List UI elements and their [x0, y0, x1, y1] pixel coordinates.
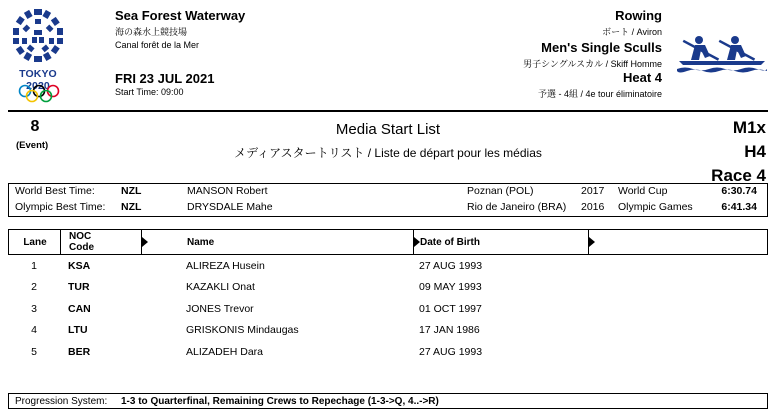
header-cell-lane — [9, 230, 61, 254]
record-time: 6:41.34 — [721, 201, 757, 213]
rowing-pictogram-icon — [677, 34, 767, 74]
record-year: 2016 — [581, 201, 605, 213]
cell-name: KAZAKLI Onat — [186, 281, 255, 293]
sport-block — [602, 8, 662, 38]
cell-dob: 01 OCT 1997 — [419, 303, 482, 315]
cell-noc: TUR — [68, 281, 90, 293]
event-codes — [711, 116, 766, 188]
document-title: Media Start List — [335, 121, 441, 138]
document-subtitle: メディアスタートリスト / Liste de départ pour les médias — [234, 146, 542, 160]
heat-name-jp-fr: 予選 - 4組 / 4e tour éliminatoire — [537, 89, 662, 99]
tokyo-2020-logo — [8, 6, 68, 106]
venue-block — [115, 8, 245, 50]
records-box — [8, 183, 768, 217]
header-cell-noc — [61, 230, 142, 254]
cell-name: ALIREZA Husein — [186, 260, 265, 272]
cell-noc: CAN — [68, 303, 91, 315]
header-dob-marker — [414, 237, 420, 247]
header-noc: NOC — [69, 231, 92, 242]
cell-lane: 1 — [31, 260, 37, 272]
record-label: World Best Time: — [15, 185, 95, 197]
record-place: Poznan (POL) — [467, 185, 534, 197]
start-list-header — [8, 229, 768, 255]
heat-name: Heat 4 — [622, 70, 662, 85]
cell-lane: 3 — [31, 303, 37, 315]
header-dob: Date of Birth — [420, 237, 480, 248]
record-noc: NZL — [121, 201, 142, 213]
cell-name: GRISKONIS Mindaugas — [186, 324, 299, 336]
table-row — [8, 259, 768, 275]
header-end-marker — [589, 237, 595, 247]
header-name-marker — [142, 237, 148, 247]
record-competition: Olympic Games — [618, 201, 693, 213]
cell-name: JONES Trevor — [186, 303, 254, 315]
header-divider — [8, 110, 768, 112]
sport-name: Rowing — [615, 8, 662, 23]
heat-block — [538, 70, 662, 100]
header-cell-name — [142, 230, 414, 254]
cell-dob: 27 AUG 1993 — [419, 346, 483, 358]
record-noc: NZL — [121, 185, 142, 197]
table-row — [8, 345, 768, 361]
start-time: Start Time: 09:00 — [115, 87, 184, 97]
record-row-olympic — [9, 200, 767, 216]
emblem-text: TOKYO 2020 — [19, 68, 57, 92]
competition-date: FRI 23 JUL 2021 — [115, 71, 215, 86]
cell-lane: 4 — [31, 324, 37, 336]
tokyo-2020-emblem-icon — [8, 6, 68, 66]
record-year: 2017 — [581, 185, 605, 197]
header-lane: Lane — [23, 237, 47, 248]
record-holder: DRYSDALE Mahe — [187, 201, 273, 213]
heat-code: H4 — [744, 142, 766, 161]
venue-name-fr: Canal forêt de la Mer — [115, 40, 200, 50]
cell-dob: 17 JAN 1986 — [419, 324, 480, 336]
event-number-label: (Event) — [16, 140, 49, 151]
header-noc-code: Code — [69, 242, 94, 253]
event-block — [523, 40, 662, 70]
record-competition: World Cup — [618, 185, 668, 197]
table-row — [8, 302, 768, 318]
progression-label: Progression System: — [15, 396, 108, 407]
venue-name-jp: 海の森水上競技場 — [115, 27, 188, 37]
cell-dob: 27 AUG 1993 — [419, 260, 483, 272]
cell-noc: LTU — [68, 324, 88, 336]
event-number: 8 — [30, 118, 40, 135]
event-name-jp-fr: 男子シングルスカル / Skiff Homme — [523, 59, 662, 69]
date-block — [115, 71, 214, 97]
sport-name-jp-fr: ボート / Aviron — [602, 27, 662, 37]
event-code: M1x — [732, 118, 766, 137]
header-name: Name — [187, 237, 215, 248]
record-holder: MANSON Robert — [187, 185, 268, 197]
progression-box — [8, 393, 768, 409]
cell-dob: 09 MAY 1993 — [419, 281, 482, 293]
olympic-rings-icon — [18, 84, 60, 104]
record-place: Rio de Janeiro (BRA) — [467, 201, 567, 213]
record-label: Olympic Best Time: — [15, 201, 106, 213]
header-cell-dob — [414, 230, 589, 254]
cell-noc: KSA — [68, 260, 91, 272]
progression-text: 1-3 to Quarterfinal, Remaining Crews to Repechage (1-3->Q, 4..->R) — [121, 396, 439, 407]
cell-noc: BER — [68, 346, 91, 358]
cell-name: ALIZADEH Dara — [186, 346, 264, 358]
record-time: 6:30.74 — [721, 185, 757, 197]
table-row — [8, 280, 768, 296]
table-row — [8, 323, 768, 339]
venue-name: Sea Forest Waterway — [115, 8, 246, 23]
event-name: Men's Single Sculls — [541, 40, 662, 55]
record-row-world — [9, 184, 767, 200]
cell-lane: 5 — [31, 346, 37, 358]
race-number: Race 4 — [711, 166, 766, 185]
cell-lane: 2 — [31, 281, 37, 293]
